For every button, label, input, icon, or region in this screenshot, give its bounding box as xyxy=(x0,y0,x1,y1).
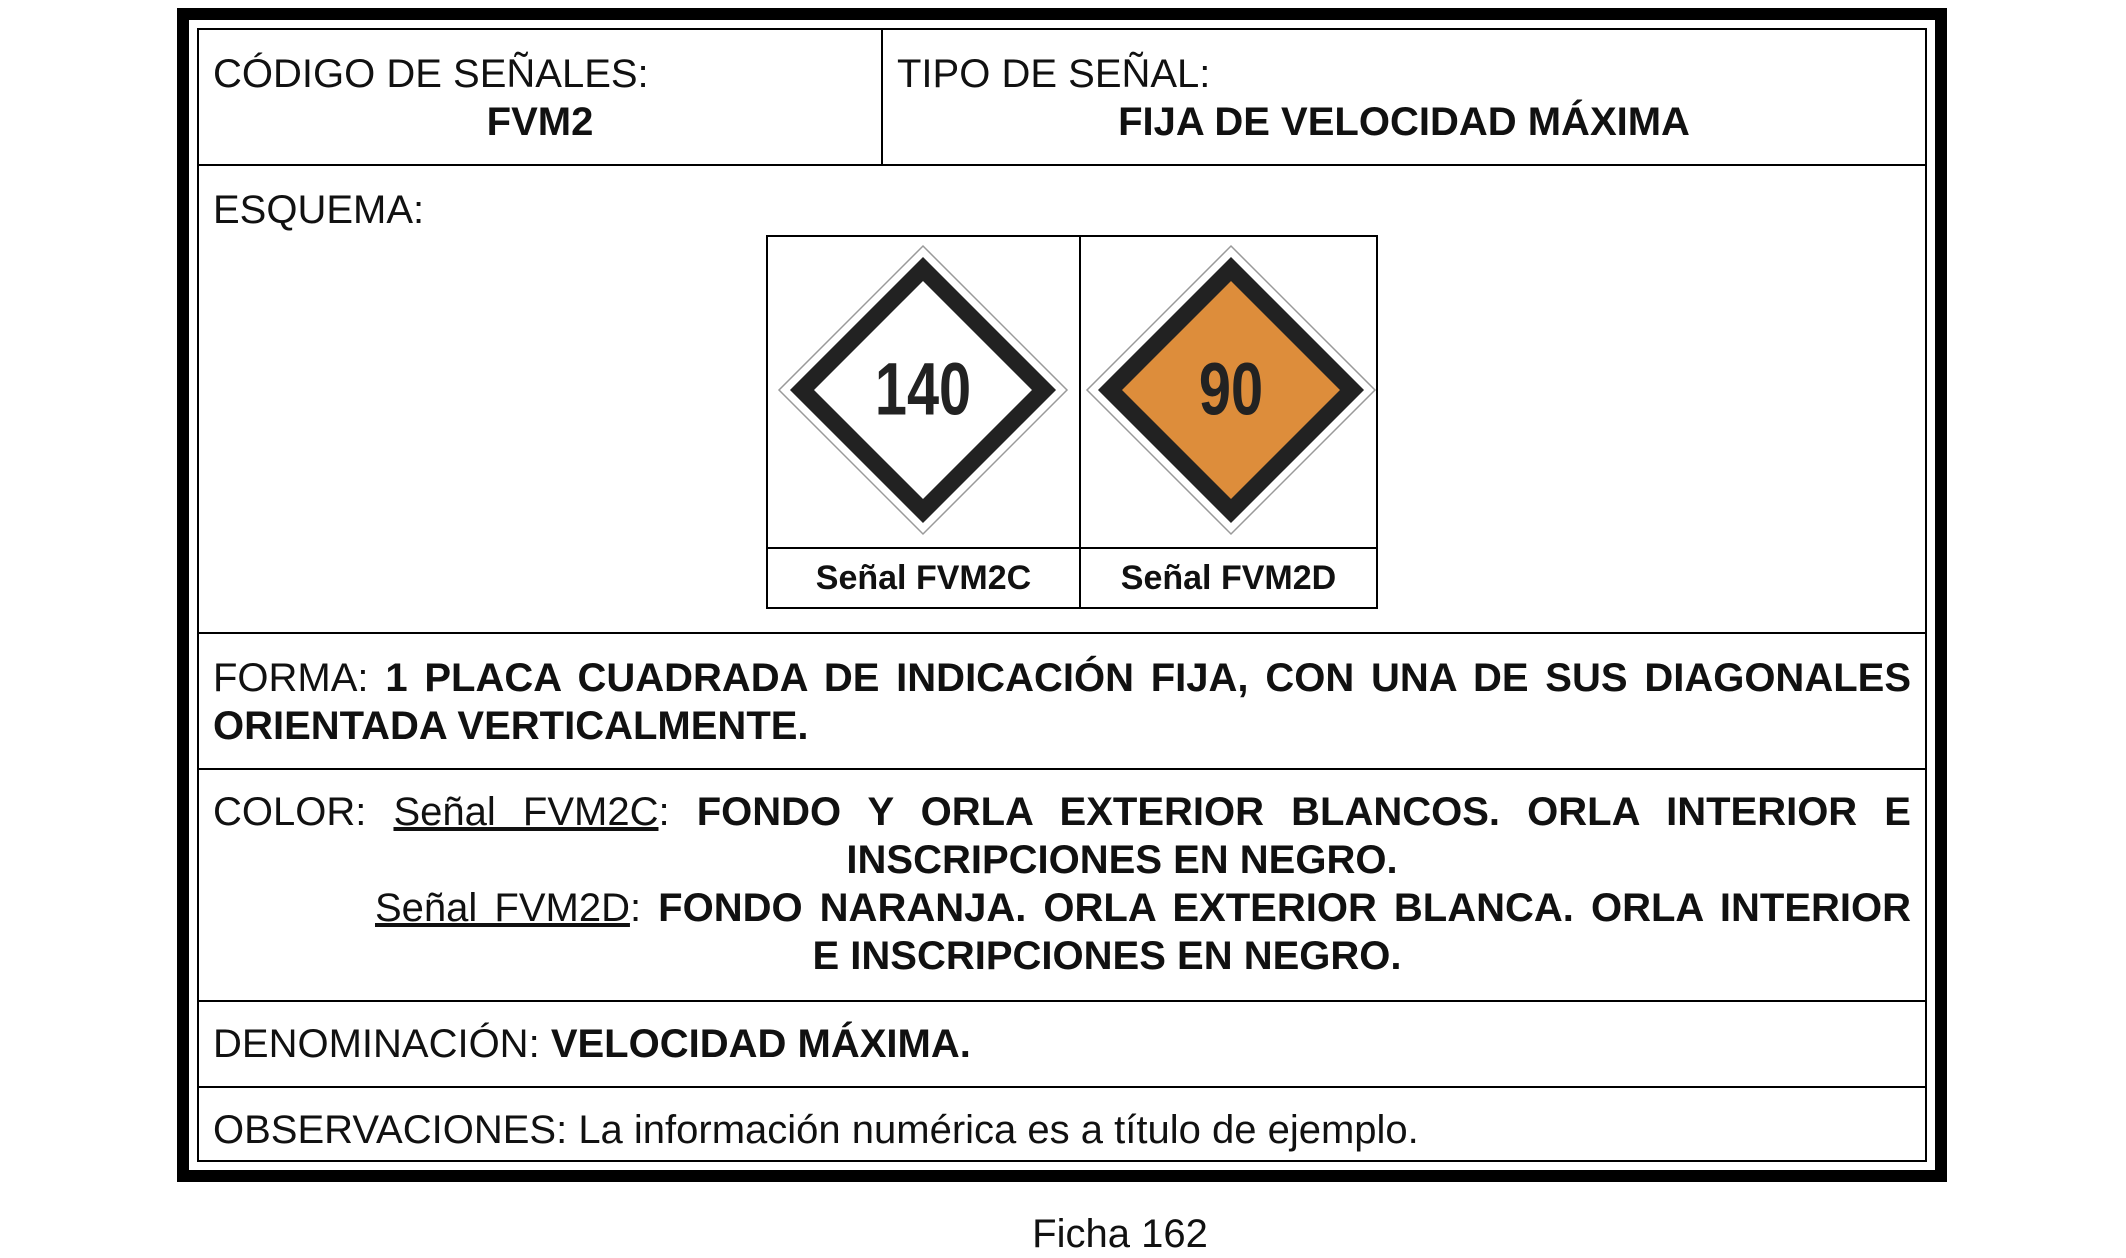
sign-fvm2c-icon xyxy=(776,243,1070,537)
denomination-label: DENOMINACIÓN: xyxy=(213,1022,540,1066)
denomination-row xyxy=(199,1002,1925,1088)
code-cell xyxy=(199,30,883,164)
color-fvm2d-text-2: E INSCRIPCIONES EN NEGRO. xyxy=(812,934,1402,978)
signal-sheet-table xyxy=(197,28,1927,1162)
observations-row xyxy=(199,1088,1925,1176)
color-fvm2c-text-1: FONDO Y ORLA EXTERIOR BLANCOS. ORLA INTERIOR E xyxy=(696,790,1911,834)
color-line-3: Señal FVM2D: FONDO NARANJA. ORLA EXTERIOR BLANCA. ORLA INTERIOR xyxy=(375,886,1911,930)
color-fvm2c-name: Señal FVM2C xyxy=(393,790,659,834)
schema-row xyxy=(199,166,1925,634)
color-row xyxy=(199,770,1925,1002)
signal-sheet-frame xyxy=(177,8,1947,1182)
shape-row xyxy=(199,634,1925,770)
sign-fvm2c-caption: Señal FVM2C xyxy=(815,559,1032,597)
sign-fvm2d-number: 90 xyxy=(1198,348,1264,432)
schema-figure xyxy=(766,235,1378,609)
color-fvm2d-name: Señal FVM2D xyxy=(375,886,630,930)
shape-text: 1 PLACA CUADRADA DE INDICACIÓN FIJA, CON UNA DE SUS DIAGONALES ORIENTADA VERTICALMENTE. xyxy=(213,656,1911,748)
color-fvm2c-text-2: INSCRIPCIONES EN NEGRO. xyxy=(846,838,1398,882)
color-line-1: COLOR: Señal FVM2C: FONDO Y ORLA EXTERIOR BLANCOS. ORLA INTERIOR E xyxy=(213,790,1911,834)
type-label: TIPO DE SEÑAL: xyxy=(897,52,1211,96)
schema-label: ESQUEMA: xyxy=(213,188,425,232)
shape-paragraph xyxy=(213,654,1911,750)
observations-label: OBSERVACIONES: xyxy=(213,1108,568,1152)
sign-fvm2c-number: 140 xyxy=(874,348,972,432)
color-fvm2d-text-1: FONDO NARANJA. ORLA EXTERIOR BLANCA. ORLA INTERIOR xyxy=(658,886,1911,930)
sheet-caption: Ficha 162 xyxy=(1032,1212,1208,1256)
denomination-value: VELOCIDAD MÁXIMA. xyxy=(550,1022,971,1066)
shape-label: FORMA: xyxy=(213,656,369,700)
type-value: FIJA DE VELOCIDAD MÁXIMA xyxy=(1118,100,1690,144)
code-value: FVM2 xyxy=(486,100,594,144)
type-cell xyxy=(883,30,1925,164)
color-label: COLOR: xyxy=(213,790,367,834)
sign-fvm2d-icon xyxy=(1084,243,1378,537)
observations-text: La información numérica es a título de ejemplo. xyxy=(578,1108,1419,1152)
header-row xyxy=(199,30,1925,166)
denomination-paragraph xyxy=(213,1020,1911,1068)
code-label: CÓDIGO DE SEÑALES: xyxy=(213,52,649,96)
observations-paragraph xyxy=(213,1106,1911,1154)
sign-fvm2d-caption: Señal FVM2D xyxy=(1120,559,1337,597)
